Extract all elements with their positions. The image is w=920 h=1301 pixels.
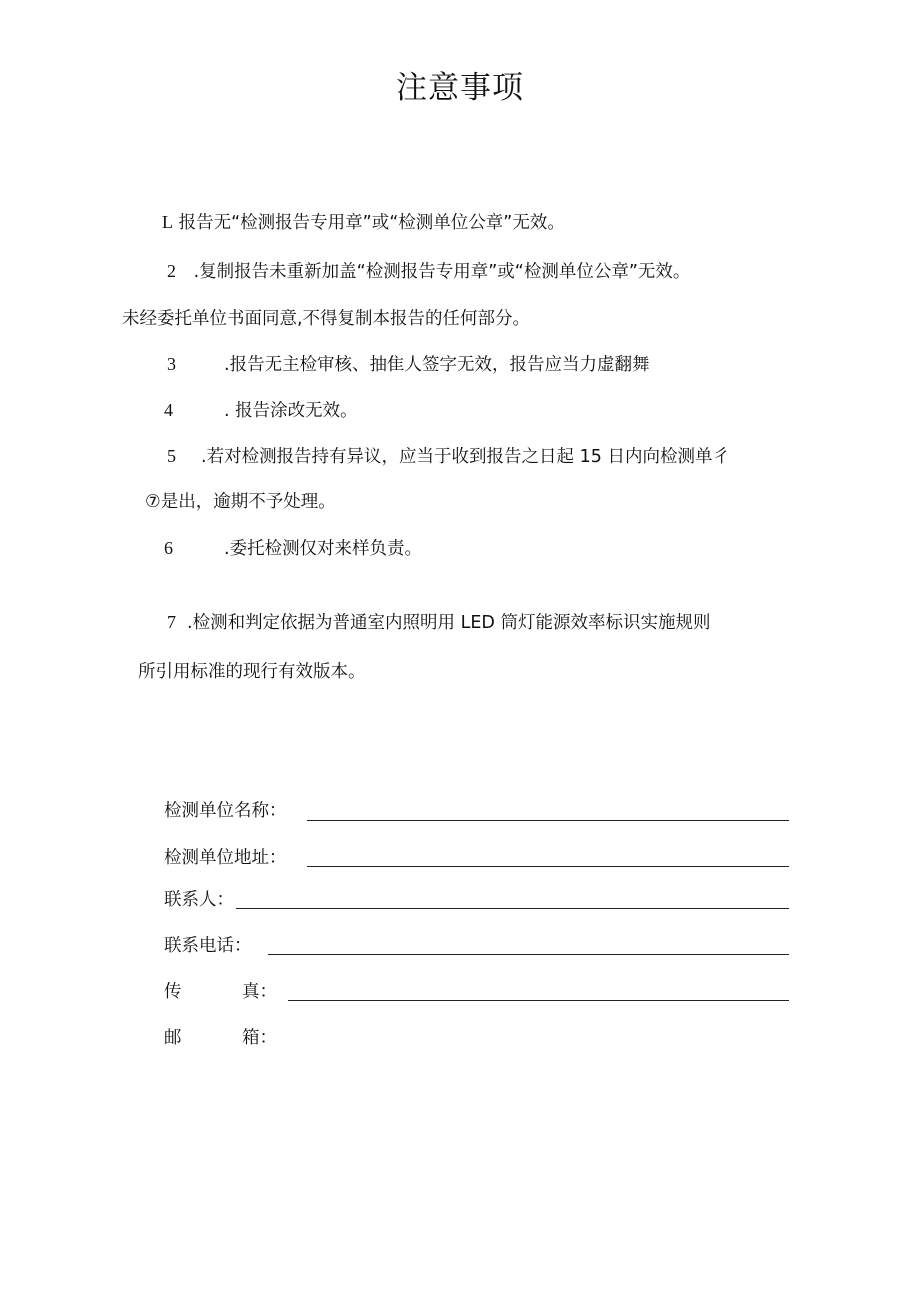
notice-number: L — [162, 212, 173, 232]
fax-blank-line — [288, 1000, 789, 1001]
field-label-contact-phone: 联系电话： — [164, 936, 252, 956]
notice-text: .报告无主检审核、抽隹人签字无效，报告应当力虚翻舞 — [224, 355, 650, 375]
fax-label-char-1: 传 — [164, 982, 182, 1002]
lab-address-blank-line — [307, 866, 789, 867]
field-label-fax — [164, 980, 277, 1004]
notice-text: . 报告涂改无效。 — [224, 401, 358, 421]
email-label-char-2: 箱： — [242, 1028, 277, 1048]
notice-item-7 — [167, 610, 710, 635]
notice-number: 7 — [167, 612, 176, 632]
notice-text: .复制报告未重新加盖“检测报告专用章”或“检测单位公章”无效。 — [193, 262, 691, 282]
field-label-contact-person: 联系人： — [164, 890, 234, 910]
notice-number: 5 — [167, 446, 176, 466]
lab-name-blank-line — [307, 820, 789, 821]
notice-item-5 — [167, 444, 730, 469]
email-label-char-1: 邮 — [164, 1028, 182, 1048]
notice-item-3 — [167, 352, 650, 377]
notice-text: ⑦是出，逾期不予处理。 — [145, 492, 336, 512]
notice-text: 所引用标准的现行有效版本。 — [138, 662, 366, 682]
notice-text: .检测和判定依据为普通室内照明用 LED 筒灯能源效率标识实施规则 — [187, 613, 711, 633]
notice-item-2 — [167, 259, 690, 284]
notice-item-7-continued — [138, 660, 366, 684]
notice-number: 3 — [167, 354, 176, 374]
notice-item-6 — [164, 536, 422, 561]
notice-item-2-continued — [122, 307, 530, 331]
fax-label-char-2: 真： — [242, 982, 277, 1002]
notice-item-1 — [162, 210, 565, 235]
notice-text: 报告无“检测报告专用章”或“检测单位公章”无效。 — [178, 213, 565, 233]
contact-person-blank-line — [236, 908, 789, 909]
page-title: 注意事项 — [396, 70, 524, 106]
field-label-lab-name: 检测单位名称： — [164, 801, 287, 821]
notice-text: 未经委托单位书面同意,不得复制本报告的任何部分。 — [122, 309, 531, 329]
field-label-email — [164, 1026, 277, 1050]
field-label-lab-address: 检测单位地址： — [164, 848, 287, 868]
contact-phone-blank-line — [268, 954, 789, 955]
notice-number: 4 — [164, 400, 173, 420]
notice-number: 2 — [167, 261, 176, 281]
notice-item-4 — [164, 398, 358, 423]
notice-text: .委托检测仅对来样负责。 — [224, 539, 423, 559]
notice-text: .若对检测报告持有异议，应当于收到报告之日起 15 日内向检测单彳 — [201, 447, 730, 467]
notice-number: 6 — [164, 538, 173, 558]
notice-item-5-continued — [145, 490, 336, 514]
